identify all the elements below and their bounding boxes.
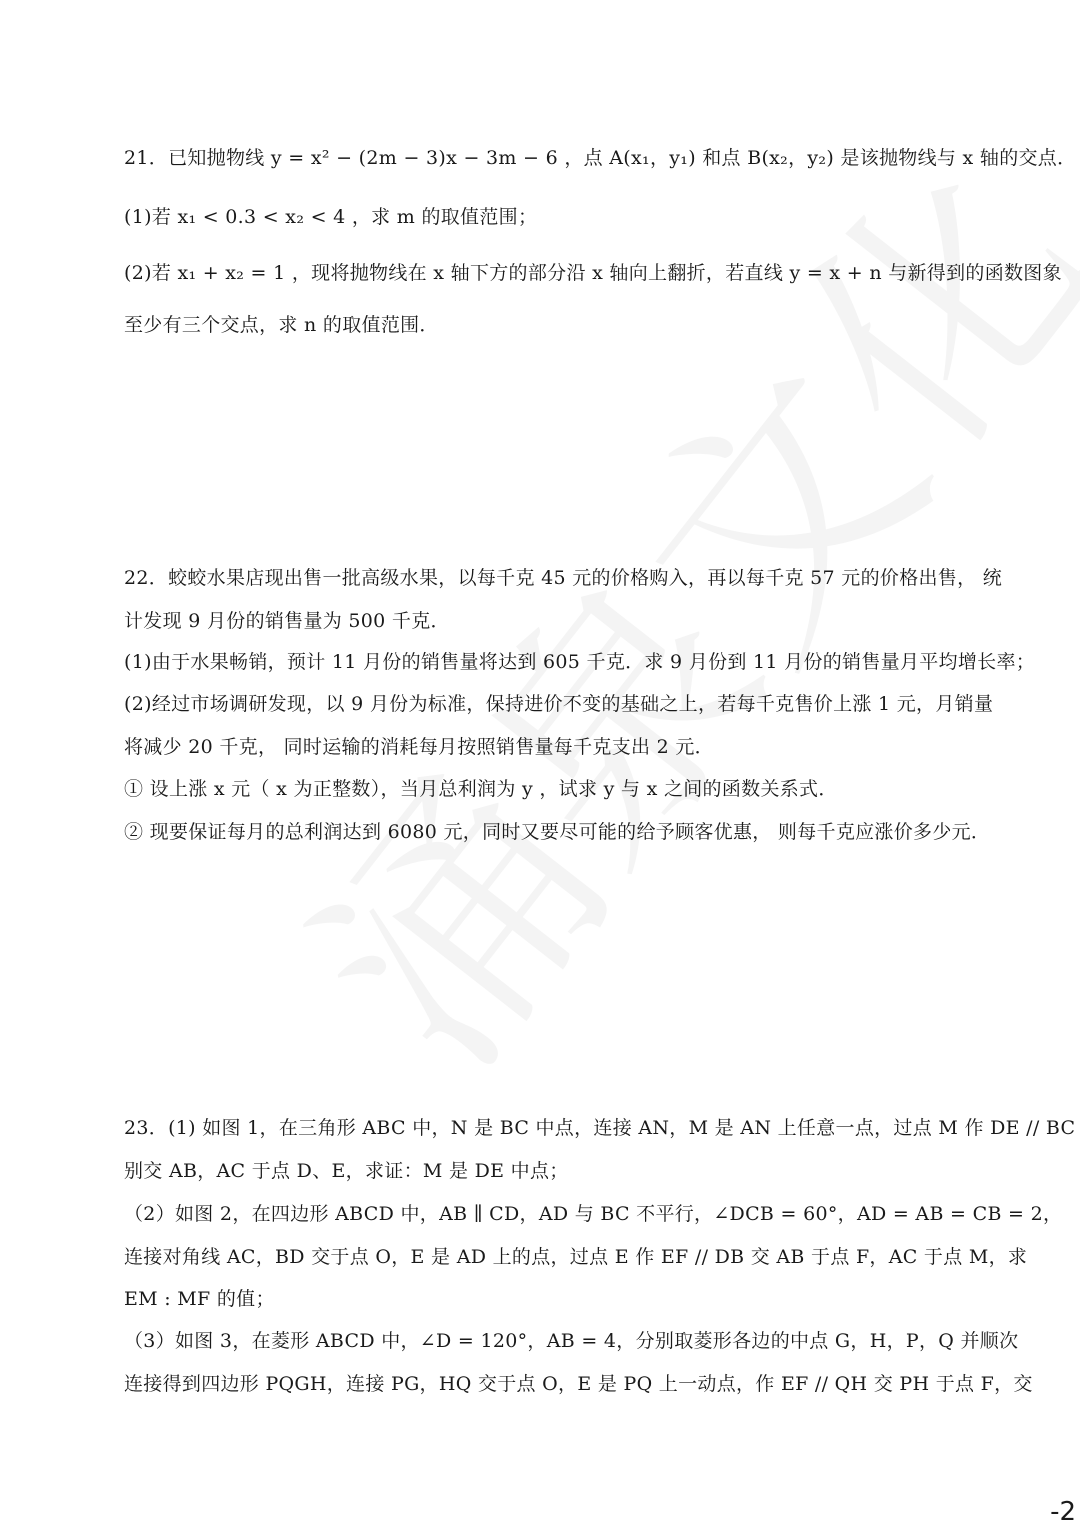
q22-part2-line1: (2)经过市场调研发现，以 9 月份为标准，保持进价不变的基础之上，若每千克售价上涨 1 元，月销量 — [124, 693, 994, 715]
q21-part2-line2: 至少有三个交点，求 n 的取值范围． — [124, 314, 439, 336]
q22-stem-line2: 计发现 9 月份的销售量为 500 千克． — [124, 610, 450, 632]
q21-part1: (1)若 x₁ < 0.3 < x₂ < 4 ，求 m 的取值范围； — [124, 206, 538, 228]
q22-stem-line1: 22．蛟蛟水果店现出售一批高级水果，以每千克 45 元的价格购入，再以每千克 57 元的价格出售， 统 — [124, 567, 1003, 589]
q23-part2-line2: 连接对角线 AC，BD 交于点 O，E 是 AD 上的点，过点 E 作 EF // DB 交 AB 于点 F，AC 于点 M，求 — [124, 1246, 1028, 1268]
q21-stem: 21．已知抛物线 y = x² − (2m − 3)x − 3m − 6 ，点 A(x₁，y₁) 和点 B(x₂，y₂) 是该抛物线与 x 轴的交点． — [124, 147, 1077, 169]
q23-part2-line1: （2）如图 2，在四边形 ABCD 中，AB ∥ CD，AD 与 BC 不平行，∠DCB = 60°，AD = AB = CB = 2， — [124, 1203, 1063, 1225]
q23-part2-line3: EM : MF 的值； — [124, 1288, 275, 1310]
q23-part3-line2: 连接得到四边形 PQGH，连接 PG，HQ 交于点 O，E 是 PQ 上一动点，作 EF // QH 交 PH 于点 F，交 — [124, 1373, 1033, 1395]
q23-part1-line1: 23．(1) 如图 1，在三角形 ABC 中，N 是 BC 中点，连接 AN，M 是 AN 上任意一点，过点 M 作 DE // BC — [124, 1117, 1076, 1139]
q22-sub1: ① 设上涨 x 元（ x 为正整数），当月总利润为 y ，试求 y 与 x 之间的函数关系式． — [124, 778, 838, 800]
q22-part2-line2: 将减少 20 千克， 同时运输的消耗每月按照销售量每千克支出 2 元． — [124, 736, 714, 758]
q23-part1-line2: 别交 AB，AC 于点 D、E，求证：M 是 DE 中点； — [124, 1160, 569, 1182]
q22-sub2: ② 现要保证每月的总利润达到 6080 元，同时又要尽可能的给予顾客优惠， 则每千克应涨价多少元． — [124, 821, 991, 843]
q22-part1: (1)由于水果畅销，预计 11 月份的销售量将达到 605 千克．求 9 月份到 11 月份的销售量月平均增长率； — [124, 651, 1036, 673]
page-number: -2 — [1050, 1497, 1076, 1527]
q23-part3-line1: （3）如图 3，在菱形 ABCD 中，∠D = 120°，AB = 4，分别取菱形各边的中点 G，H，P，Q 并顺次 — [124, 1330, 1019, 1352]
q21-part2-line1: (2)若 x₁ + x₂ = 1 ，现将抛物线在 x 轴下方的部分沿 x 轴向上翻折，若直线 y = x + n 与新得到的函数图象 — [124, 262, 1062, 284]
